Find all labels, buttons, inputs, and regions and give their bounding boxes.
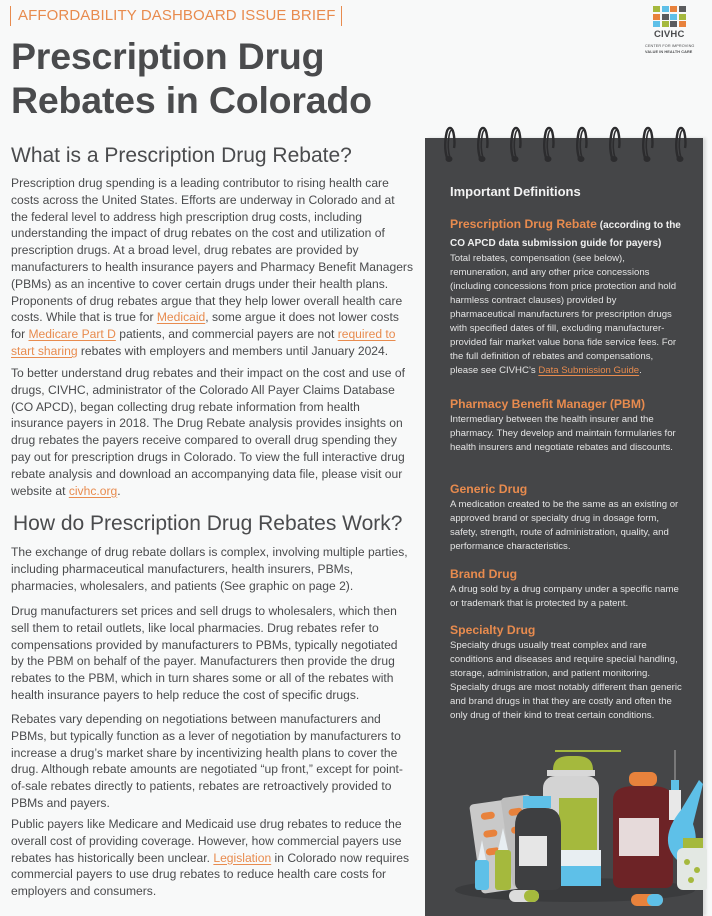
medicare-part-d-link[interactable]: Medicare Part D [28,327,116,342]
logo-tile [679,6,686,12]
definition-body: A drug sold by a drug company under a specific name or trademark that is protected by a patent. [450,584,679,609]
definition-body: A medication created to be the same as an existing or approved brand or specialty drug in dosage form, safety, strength, route of administration, quality, and performance characteristics. [450,499,679,552]
section-heading-what-is: What is a Prescription Drug Rebate? [11,144,352,167]
logo-tile [670,21,677,27]
spiral-ring-icon [674,126,688,164]
spiral-ring-icon [443,126,457,164]
medicaid-link[interactable]: Medicaid [156,310,206,325]
paragraph-manufacturers: Drug manufacturers set prices and sell drugs to wholesalers, which then sell them to retail outlets, like local pharmacies. Drug rebates refer to compensations provided by manufacturers to PBMs, typically negotiated by the PBM on behalf of the payer. Manufacturers then provide the drug rebates to the PBM, which in turn shares some or all of the rebates with health insurance payers to help reduce the cost of specific drugs. [11,604,398,702]
spiral-ring-icon [509,126,523,164]
logo-tile [662,21,669,27]
definition-specialty-drug [450,623,682,723]
definitions-title: Important Definitions [450,184,581,199]
definition-term: Brand Drug [450,567,518,581]
issue-brief-kicker: AFFORDABILITY DASHBOARD ISSUE BRIEF [10,6,342,26]
spiral-ring-icon [542,126,556,164]
definition-term: Specialty Drug [450,623,536,637]
logo-tile [653,6,660,12]
logo-wordmark: CIVHC [654,29,685,40]
logo-tile [670,14,677,20]
paragraph-intro: Prescription drug spending is a leading contributor to rising health care costs across the United States. Efforts are underway in Colorado and at the federal level to address high prescription drug costs, including understanding the impact of drug rebates on the cost and utilization of prescription drugs. At a broad level, drug rebates are provided by manufacturers to health insurance payers and Pharmacy Benefit Managers (PBMs) as an incentive to cover certain drugs under their health plans. Proponents of drug rebates argue that they help lower overall health care costs. While that is true for Medicaid, some argue it does not lower costs for Medicare Part D patients, and commercial payers are not required to start sharing rebates with employers and members until January 2024. [11,176,413,358]
spiral-ring-icon [476,126,490,164]
definition-body: Total rebates, compensation (see below), remuneration, and any other price concessions (including concessions from price protection and hold harmless contract clauses) provided by pharmaceutical manufacturers for prescription drugs with specified dates of fill, excluding manufacturer-provided fair market value bona fide service fees. For the full definition of rebates and compensations, please see CIVHC’s Data Submission Guide. [450,253,677,376]
spiral-ring-icon [608,126,622,164]
spiral-ring-icon [575,126,589,164]
paragraph-public-payers: Public payers like Medicare and Medicaid use drug rebates to reduce the overall cost of providing coverage. However, how commercial payers use rebates has historically been unclear. Legislation in Colorado now requires commercial payers to use drug rebates to reduce health care costs for employers and consumers. [11,817,409,899]
logo-tagline: CENTER FOR IMPROVING VALUE IN HEALTH CARE [645,44,695,54]
logo-tile [679,14,686,20]
paragraph-exchange: The exchange of drug rebate dollars is complex, involving multiple parties, including pharmaceutical manufacturers, health insurers, PBMs, pharmacies, wholesalers, and patients (See graphic on page 2). [11,545,408,593]
title-line-2: Rebates in Colorado [11,79,372,121]
logo-tile [670,6,677,12]
definition-brand-drug [450,567,682,611]
civhc-website-link[interactable]: civhc.org [68,483,118,498]
definition-qualifier: (according to the CO APCD data submission guide for payers) [450,220,681,249]
legislation-link[interactable]: Legislation [213,850,272,865]
definition-pbm [450,397,682,455]
logo-grid-icon [653,6,710,27]
definitions-panel [425,138,703,916]
title-line-1: Prescription Drug [11,35,325,77]
definition-body: Intermediary between the health insurer and the pharmacy. They develop and maintain formularies for health insurers and negotiate rebates and discounts. [450,414,676,453]
definition-prescription-drug-rebate [450,215,682,378]
civhc-logo [645,6,710,55]
medicine-bottles-illustration-icon [445,750,707,910]
page-title [11,34,411,122]
logo-tile [662,6,669,12]
definition-term: Generic Drug [450,482,528,496]
section-heading-how-work: How do Prescription Drug Rebates Work? [13,512,403,535]
paragraph-civhc-analysis: To better understand drug rebates and their impact on the cost and use of drugs, CIVHC, administrator of the Colorado All Payer Claims Database (CO APCD), began collecting drug rebate information from health insurance payers in 2018. The Drug Rebate analysis provides insights on drug rebates the payers receive compared to overall drug spending they pay out for prescription drugs in Colorado. To view the full interactive drug rebate analysis and download an accompanying data file, please visit our website at civhc.org. [11,366,405,498]
logo-tile [662,14,669,20]
spiral-ring-icon [641,126,655,164]
data-submission-guide-link[interactable]: Data Submission Guide [538,365,640,376]
definition-term: Prescription Drug Rebate [450,217,597,231]
definition-term: Pharmacy Benefit Manager (PBM) [450,397,646,411]
logo-tile [653,14,660,20]
paragraph-rebates-vary: Rebates vary depending on negotiations between manufacturers and PBMs, but typically function as a lever of negotiation by manufacturers to increase a drug’s market share by incentivizing health plans to cover the drug. Although rebate amounts are negotiated “up front,” except for point-of-sale rebates directly to patients, rebates are retroactively provided to PBMs and payers. [11,712,403,810]
required-to-start-sharing-link[interactable]: required to start sharing [11,327,396,358]
spiral-binding-icon [443,126,693,166]
definition-generic-drug [450,482,682,554]
definition-body: Specialty drugs usually treat complex and rare conditions and diseases and require special handling, storage, administration, and patient monitoring. Specialty drugs are most notably different than generic and brand drugs in that they are costly and often the only drug of their kind to treat certain conditions. [450,640,682,721]
logo-tile [679,21,686,27]
logo-tile [653,21,660,27]
